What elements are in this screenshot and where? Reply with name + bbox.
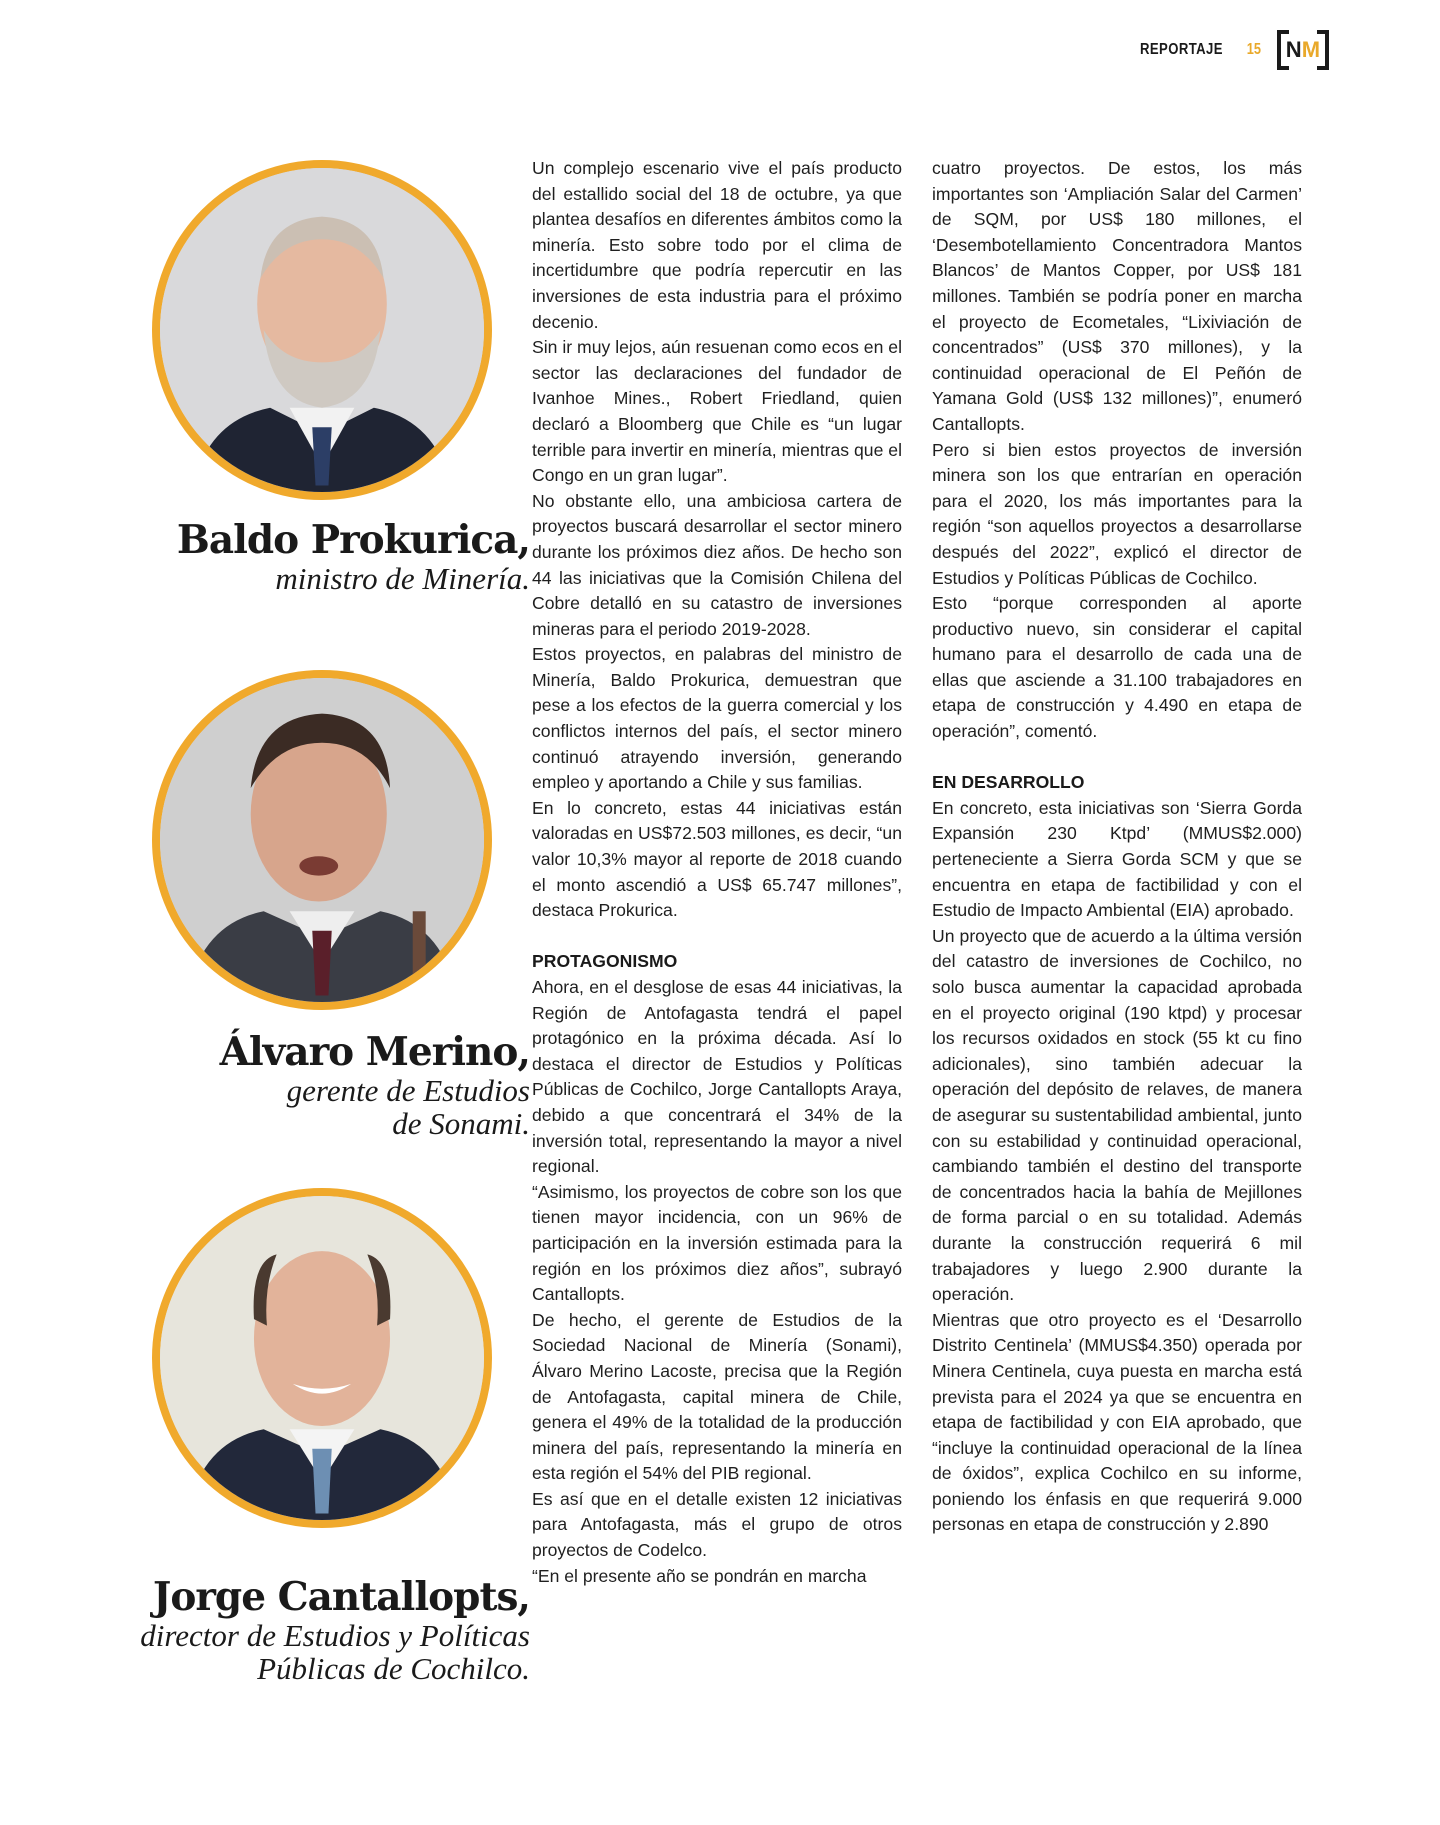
paragraph: Es así que en el detalle existen 12 iniciativas para Antofagasta, más el grupo de otros proyectos de Codelco. bbox=[532, 1488, 902, 1561]
paragraph: Estos proyectos, en palabras del ministro de Minería, Baldo Prokurica, demuestran que pese a los efectos de la guerra comercial y los conflictos internos del país, el sector minero continuó atrayendo inversión, generando empleo y aportando a Chile y sus familias. bbox=[532, 644, 902, 793]
person-name: Jorge Cantallopts, bbox=[152, 1574, 530, 1620]
person-role-line: gerente de Estudios bbox=[286, 1073, 530, 1108]
logo-bracket-right bbox=[1317, 30, 1329, 70]
article-column-2 bbox=[932, 156, 1302, 1538]
paragraph: De hecho, el gerente de Estudios de la Sociedad Nacional de Minería (Sonami), Álvaro Merino Lacoste, precisa que la Región de Antofagasta, capital minera de Chile, genera el 49% de la totalidad de la producción minera del país, representando la minería en esta región el 54% del PIB regional. bbox=[532, 1309, 902, 1484]
portrait-baldo-prokurica bbox=[152, 160, 492, 500]
subheading-protagonismo: PROTAGONISMO bbox=[532, 951, 678, 972]
paragraph: “En el presente año se pondrán en marcha bbox=[532, 1565, 867, 1586]
subheading-en-desarrollo: EN DESARROLLO bbox=[932, 772, 1085, 793]
paragraph: Ahora, en el desglose de esas 44 iniciativas, la Región de Antofagasta tendrá el papel protagónico en la próxima década. Así lo destaca el director de Estudios y Políticas Públicas de Cochilco, Jorge Cantallopts Araya, debido a que concentrará el 34% de la inversión total, representando la mayor a nivel regional. bbox=[532, 977, 902, 1177]
paragraph: Sin ir muy lejos, aún resuenan como ecos en el sector las declaraciones del fundador de Ivanhoe Mines., Robert Friedland, quien declaró a Bloomberg que Chile es “un lugar terrible para invertir en minería, mientras que el Congo en un gran lugar”. bbox=[532, 337, 902, 486]
page-header bbox=[1140, 28, 1330, 72]
paragraph: Un proyecto que de acuerdo a la última versión del catastro de inversiones de Cochilco, no solo busca aumentar la capacidad aprobada en el proyecto original (190 ktpd) y procesar los recursos oxidados en stock (55 kt cu fino adicionales), sino también adecuar la operación del depósito de relaves, de manera de asegurar su sustentabilidad ambiental, junto con su estabilidad y continuidad operacional, cambiando también el destino del transporte de concentrados hacia la bahía de Mejillones de forma parcial o en su totalidad. Además durante la construcción requerirá 6 mil trabajadores y luego 2.900 durante la operación. bbox=[932, 925, 1302, 1305]
article-column-1 bbox=[532, 156, 902, 1589]
paragraph: Mientras que otro proyecto es el ‘Desarrollo Distrito Centinela’ (MMUS$4.350) operada por Minera Centinela, cuya puesta en marcha está prevista para el 2024 ya que se encuentra en etapa de factibilidad y con EIA aprobado, que “incluye la continuidad operacional de la línea de óxidos”, explica Cochilco en su informe, poniendo los énfasis en que requerirá 9.000 personas en etapa de construcción y 2.890 bbox=[932, 1309, 1302, 1535]
page-number: 15 bbox=[1246, 41, 1262, 58]
person-role: ministro de Minería. bbox=[275, 561, 530, 596]
paragraph: Esto “porque corresponden al aporte productivo nuevo, sin considerar el capital humano para el desarrollo de cada una de ellas que asciende a 31.100 trabajadores en etapa de construcción y 4.490 en etapa de operación”, comentó. bbox=[932, 593, 1302, 742]
logo-letter-n: N bbox=[1285, 37, 1302, 62]
logo-letter-m: M bbox=[1301, 37, 1321, 62]
paragraph: Un complejo escenario vive el país producto del estallido social del 18 de octubre, ya que plantea desafíos en diferentes ámbitos como la minería. Esto sobre todo por el clima de incertidumbre que podría repercutir en las inversiones de esta industria para el próximo decenio. bbox=[532, 158, 902, 332]
portrait-jorge-cantallopts bbox=[152, 1188, 492, 1528]
paragraph: cuatro proyectos. De estos, los más importantes son ‘Ampliación Salar del Carmen’ de SQM, por US$ 180 millones, el ‘Desembotellamiento Concentradora Mantos Blancos’ de Mantos Copper, por US$ 181 millones. También se podría poner en marcha el proyecto de Ecometales, “Lixiviación de concentrados” (US$ 370 millones), y la continuidad operacional de El Peñón de Yamana Gold (US$ 132 millones)”, enumeró Cantallopts. bbox=[932, 158, 1302, 434]
caption-baldo-prokurica bbox=[100, 518, 530, 595]
paragraph: En lo concreto, estas 44 iniciativas están valoradas en US$72.503 millones, es decir, “un valor 10,3% mayor al reporte de 2018 cuando el monto ascendió a US$ 65.747 millones”, destaca Prokurica. bbox=[532, 797, 902, 921]
paragraph: “Asimismo, los proyectos de cobre son los que tienen mayor incidencia, con un 96% de participación en la inversión estimada para la región en los próximos diez años”, subrayó Cantallopts. bbox=[532, 1181, 902, 1305]
logo-bracket-left bbox=[1277, 30, 1289, 70]
paragraph: No obstante ello, una ambiciosa cartera de proyectos buscará desarrollar el sector minero durante los próximos diez años. De hecho son 44 las iniciativas que la Comisión Chilena del Cobre detalló en su catastro de inversiones mineras para el periodo 2019-2028. bbox=[532, 490, 902, 639]
paragraph: Pero si bien estos proyectos de inversión minera son los que entrarían en operación para el 2020, los más importantes para la región “son aquellos proyectos a desarrollarse después del 2022”, explicó el director de Estudios y Políticas Públicas de Cochilco. bbox=[932, 439, 1302, 588]
caption-alvaro-merino bbox=[100, 1030, 530, 1140]
magazine-logo bbox=[1277, 30, 1329, 70]
person-name: Álvaro Merino, bbox=[219, 1029, 530, 1075]
portrait-alvaro-merino bbox=[152, 670, 492, 1010]
paragraph: En concreto, esta iniciativas son ‘Sierra Gorda Expansión 230 Ktpd’ (MMUS$2.000) perteneciente a Sierra Gorda SCM y que se encuentra en etapa de factibilidad y con el Estudio de Impacto Ambiental (EIA) aprobado. bbox=[932, 797, 1302, 921]
person-role-line: Públicas de Cochilco. bbox=[257, 1651, 530, 1686]
section-label: REPORTAJE bbox=[1140, 41, 1223, 58]
person-name: Baldo Prokurica, bbox=[176, 517, 530, 563]
person-role-line: de Sonami. bbox=[392, 1106, 530, 1141]
caption-jorge-cantallopts bbox=[100, 1575, 530, 1685]
person-role-line: director de Estudios y Políticas bbox=[140, 1618, 530, 1653]
